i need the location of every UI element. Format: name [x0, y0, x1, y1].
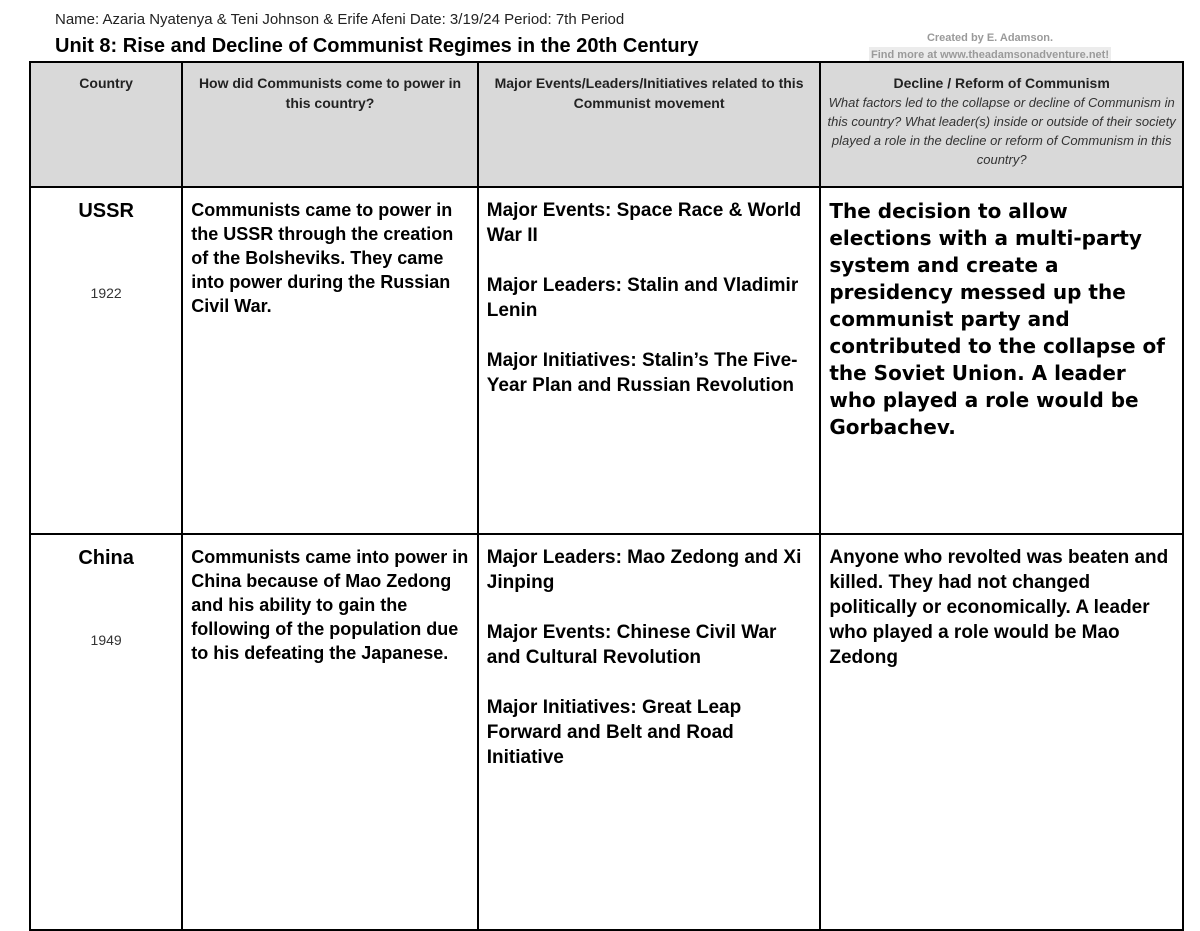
- initiatives-paragraph: Major Initiatives: Stalin’s The Five-Year Plan and Russian Revolution: [486, 350, 798, 396]
- leaders-paragraph: Major Leaders: Mao Zedong and Xi Jinping: [486, 547, 802, 593]
- how-cell: [182, 187, 478, 534]
- table-row: [30, 187, 1183, 534]
- events-cell: [478, 187, 821, 534]
- credit-website-link[interactable]: Find more at www.theadamsonadventure.net!: [869, 47, 1111, 64]
- column-header-how: [182, 62, 478, 187]
- table-header-row: [30, 62, 1183, 187]
- column-header-subtitle: What factors led to the collapse or decline of Communism in this country? What leader(s) inside or outside of their society played a role in the decline or reform of Communism in this country?: [827, 95, 1176, 167]
- events-cell: [478, 534, 821, 930]
- events-paragraph: Major Events: Space Race & World War II: [486, 200, 802, 246]
- column-header-label: Decline / Reform of Communism: [893, 75, 1110, 91]
- how-answer: Communists came into power in China because of Mao Zedong and his ability to gain the following of the population due to his defeating the Japanese.: [191, 547, 469, 663]
- column-header-label: Major Events/Leaders/Initiatives related to this Communist movement: [494, 75, 804, 111]
- worksheet-table: [29, 61, 1184, 931]
- student-name-line: Name: Azaria Nyatenya & Teni Johnson & Erife Afeni Date: 3/19/24 Period: 7th Period: [55, 11, 625, 28]
- how-cell: [182, 534, 478, 930]
- country-name: China: [78, 547, 134, 569]
- column-header-events: [478, 62, 821, 187]
- decline-answer: Anyone who revolted was beaten and killed. They had not changed politically or economically. A leader who played a role would be Mao Zedong: [829, 547, 1169, 668]
- column-header-label: Country: [79, 75, 133, 91]
- country-name: USSR: [78, 200, 134, 222]
- column-header-label: How did Communists come to power in this country?: [198, 75, 462, 111]
- table-row: [30, 534, 1183, 930]
- initiatives-paragraph: Major Initiatives: Great Leap Forward and Belt and Road Initiative: [486, 697, 742, 768]
- column-header-country: [30, 62, 182, 187]
- decline-cell: [820, 187, 1183, 534]
- country-year: 1949: [90, 632, 122, 648]
- column-header-decline: [820, 62, 1183, 187]
- credit-line: Created by E. Adamson.: [926, 32, 1054, 44]
- decline-answer: The decision to allow elections with a multi-party system and create a presidency messed up the communist party and contributed to the collapse of the Soviet Union. A leader who played a role would be Gorbachev.: [829, 199, 1165, 439]
- credit-note: [850, 30, 1130, 64]
- country-year: 1922: [90, 285, 122, 301]
- page-title: Unit 8: Rise and Decline of Communist Regimes in the 20th Century: [55, 35, 699, 57]
- leaders-paragraph: Major Leaders: Stalin and Vladimir Lenin: [486, 275, 799, 321]
- country-cell: [30, 534, 182, 930]
- country-cell: [30, 187, 182, 534]
- decline-cell: [820, 534, 1183, 930]
- events-paragraph: Major Events: Chinese Civil War and Cultural Revolution: [486, 622, 777, 668]
- how-answer: Communists came to power in the USSR through the creation of the Bolsheviks. They came into power during the Russian Civil War.: [191, 200, 454, 316]
